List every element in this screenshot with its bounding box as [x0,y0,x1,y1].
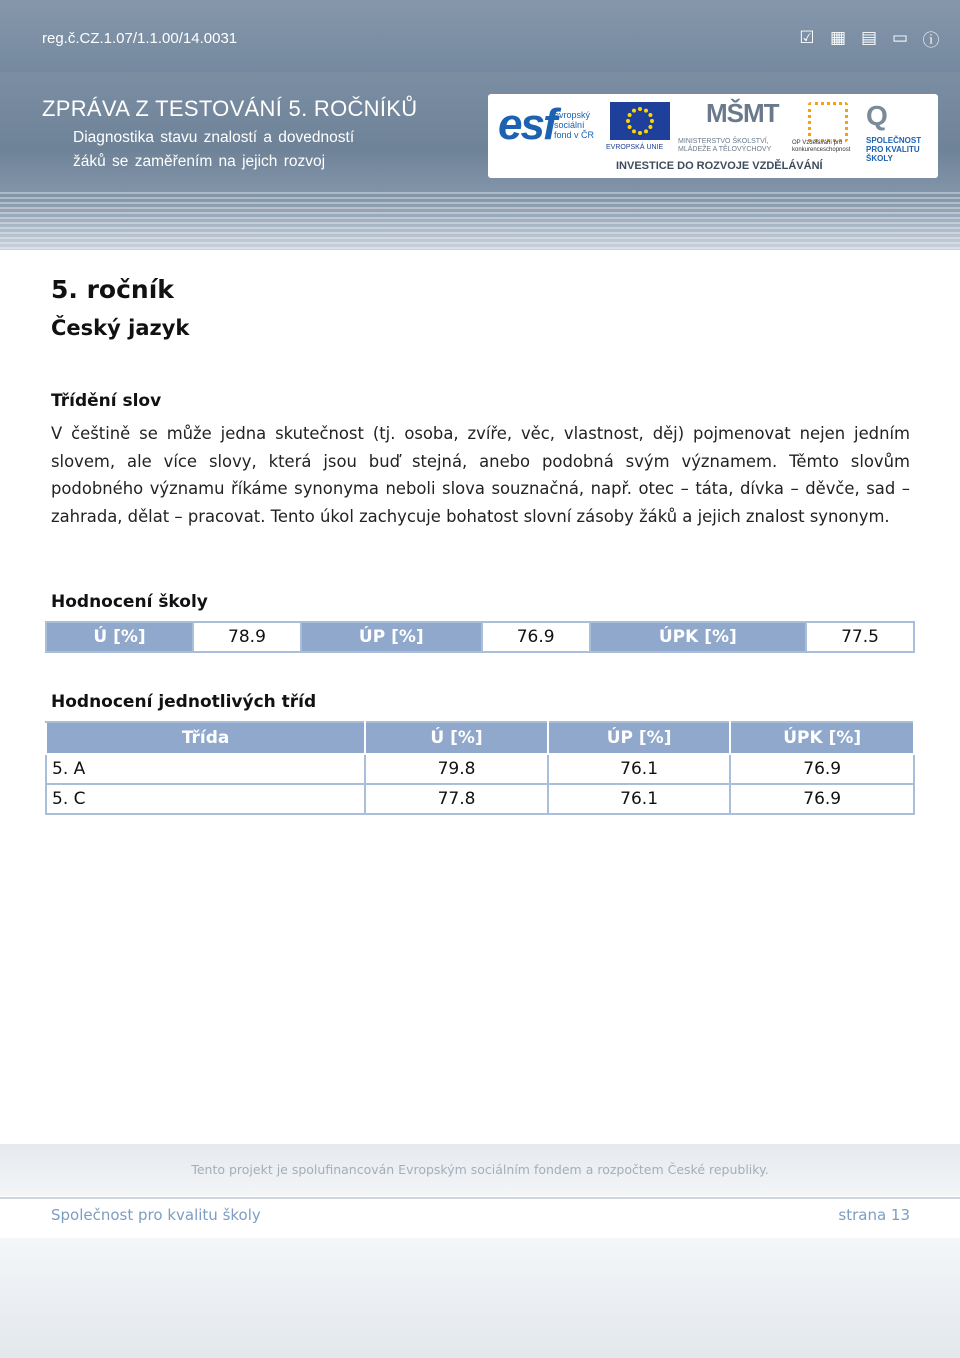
class-evaluation-heading: Hodnocení jednotlivých tříd [51,692,317,712]
op-vk-logo [808,102,848,142]
registration-number: reg.č.CZ.1.07/1.1.00/14.0031 [42,30,238,47]
report-subtitle-line1: Diagnostika stavu znalostí a dovedností [73,129,355,146]
table-cell-value: 78.9 [193,622,301,652]
table-row [46,622,914,652]
funding-note: Tento projekt je spolufinancován Evropským sociálním fondem a rozpočtem České republiky. [191,1162,769,1177]
column-header: Ú [%] [365,722,548,754]
table-cell: 76.1 [548,784,731,814]
esf-logo: esf [498,100,556,149]
header-stripes [0,192,960,250]
table-cell-value: 77.5 [806,622,914,652]
page-number: strana 13 [838,1206,910,1224]
partner-logos [488,94,938,178]
window-icon: ▭ [891,28,909,48]
table-cell: 76.9 [730,754,914,784]
page-header [0,0,960,250]
chart-icon: ▦ [829,28,847,48]
header-toolbar [796,27,942,49]
topic-description: V češtině se může jedna skutečnost (tj. osoba, zvíře, věc, vlastnost, děj) pojmenovat nejen jedním slovem, ale více slovy, která jsou buď stejná, anebo podobná svým významem. Těmto slovům podobného významu říkáme synonyma neboli slova souznačná, např. otec – táta, dívka – děvče, sad – zahrada, dělat – pracovat. Tento úkol zachycuje bohatost slovní zásoby žáků a jejich znalost synonym. [51,424,910,526]
table-row [46,784,914,814]
msmt-logo: MŠMT [706,98,779,128]
footer-organization: Společnost pro kvalitu školy [51,1206,261,1224]
table-cell: 77.8 [365,784,548,814]
class-evaluation-table [45,721,915,815]
msmt-logo-text: MINISTERSTVO ŠKOLSTVÍ, MLÁDEŽE A TĚLOVÝCHOVY [678,138,772,153]
investment-slogan: INVESTICE DO ROZVOJE VZDĚLÁVÁNÍ [616,160,823,172]
footer-bottom-band [0,1238,960,1358]
school-evaluation-heading: Hodnocení školy [51,592,208,612]
table-cell-label: ÚPK [%] [590,622,806,652]
checkbox-icon: ☑ [799,28,815,48]
subject-heading: Český jazyk [51,316,190,340]
spolecnost-logo: Q [866,100,888,131]
eu-flag-icon [610,102,670,140]
class-name-cell: 5. A [46,754,365,784]
report-subtitle-line2: žáků se zaměřením na jejich rozvoj [73,153,326,170]
table-cell-label: Ú [%] [46,622,193,652]
grade-heading: 5. ročník [51,275,174,304]
document-icon: ▤ [860,28,878,48]
report-title: ZPRÁVA Z TESTOVÁNÍ 5. ROČNÍKŮ [42,96,418,121]
class-name-cell: 5. C [46,784,365,814]
table-cell-value: 76.9 [482,622,590,652]
eu-logo-text: EVROPSKÁ UNIE [606,144,664,151]
table-cell: 79.8 [365,754,548,784]
esf-logo-text: evropský sociální fond v ČR [554,110,595,140]
table-cell: 76.9 [730,784,914,814]
table-cell-label: ÚP [%] [301,622,482,652]
column-header: ÚPK [%] [730,722,914,754]
school-evaluation-table [45,621,915,653]
table-cell: 76.1 [548,754,731,784]
table-row [46,754,914,784]
op-vk-logo-text: OP Vzdělávání pro konkurenceschopnost [792,140,851,153]
footer-divider [0,1197,960,1199]
column-header: Třída [46,722,365,754]
topic-heading: Třídění slov [51,391,162,411]
info-icon: ⓘ [922,30,940,51]
column-header: ÚP [%] [548,722,731,754]
spolecnost-logo-text: SPOLEČNOST PRO KVALITU ŠKOLY [866,136,922,163]
table-header-row [46,722,914,754]
